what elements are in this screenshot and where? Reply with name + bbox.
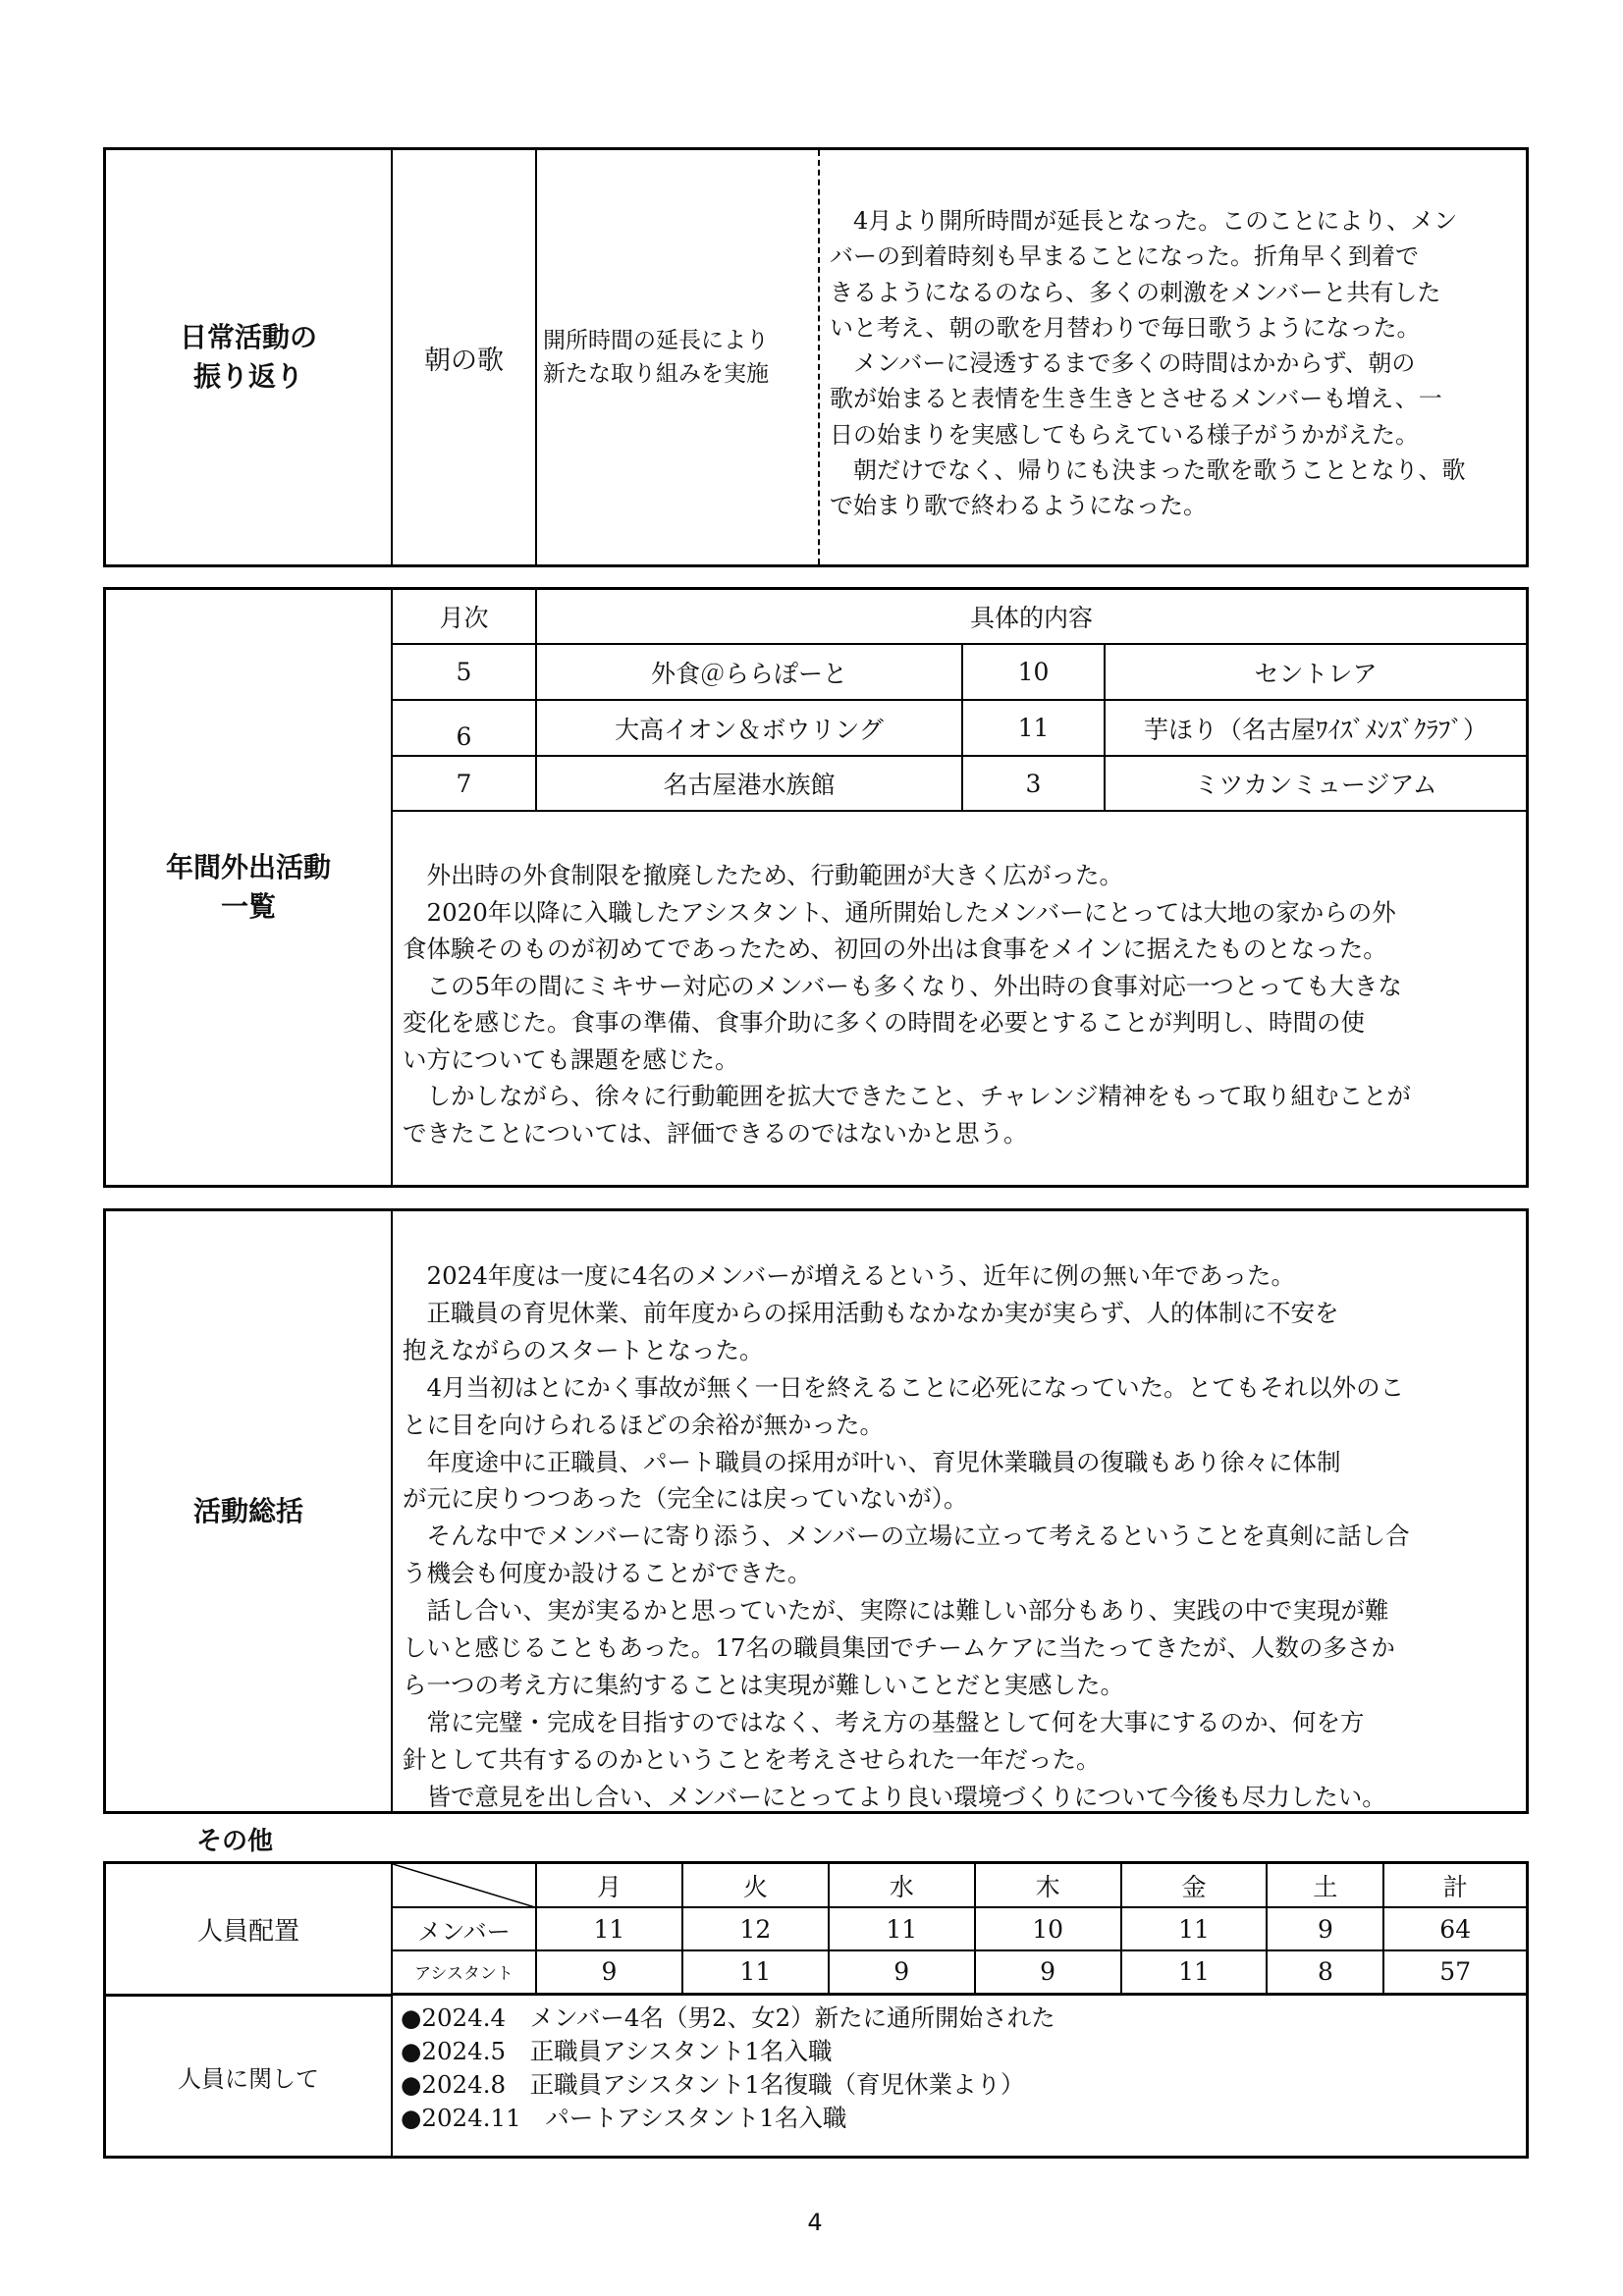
day-header: 計 xyxy=(1383,1864,1526,1907)
outings-row-month: 10 xyxy=(962,644,1105,700)
member-row-label: メンバー xyxy=(393,1907,536,1950)
outings-row-month: 7 xyxy=(393,756,536,811)
daily-body-cell xyxy=(820,203,1532,564)
daily-activity-cell xyxy=(393,150,537,564)
outings-row-month: 11 xyxy=(962,700,1105,756)
personnel-note: ●2024.8 正職員アシスタント1名復職（育児休業より） xyxy=(401,2070,1025,2099)
other-section xyxy=(103,1861,1529,2159)
outings-section xyxy=(103,587,1529,1188)
personnel-notes xyxy=(401,2002,1520,2153)
day-header: 土 xyxy=(1267,1864,1383,1907)
outings-row-month: 3 xyxy=(962,756,1105,811)
day-header: 火 xyxy=(682,1864,829,1907)
member-count: 10 xyxy=(975,1907,1121,1950)
member-count: 11 xyxy=(829,1907,975,1950)
daily-activity-section xyxy=(103,147,1529,567)
outings-row-content: セントレア xyxy=(1105,644,1526,700)
outings-row-content: 芋ほり（名古屋ﾜｲｽﾞﾒﾝｽﾞｸﾗﾌﾞ） xyxy=(1105,700,1526,756)
daily-activity-name: 朝の歌 xyxy=(424,345,504,376)
personnel-label: 人員に関して xyxy=(178,2064,319,2093)
assistant-count: 9 xyxy=(536,1950,682,1994)
outings-heading-cell xyxy=(106,590,393,1185)
staffing-label-cell xyxy=(106,1864,393,1997)
day-header: 金 xyxy=(1121,1864,1268,1907)
personnel-note: ●2024.11 パートアシスタント1名入職 xyxy=(401,2104,847,2132)
outings-row-content: 外食＠ららぽーと xyxy=(536,644,962,700)
outings-row-content: 大高イオン＆ボウリング xyxy=(536,700,962,756)
outings-col-content: 具体的内容 xyxy=(536,590,1526,644)
outings-row-content: 名古屋港水族館 xyxy=(536,756,962,811)
assistant-count: 11 xyxy=(1121,1950,1268,1994)
assistant-row-label: アシスタント xyxy=(393,1950,536,1994)
outings-body-cell xyxy=(395,857,1526,1181)
outings-table xyxy=(393,590,1526,812)
diagonal-header-cell xyxy=(393,1864,536,1907)
other-heading: その他 xyxy=(196,1827,274,1856)
personnel-note: ●2024.4 メンバー4名（男2、女2）新たに通所開始された xyxy=(401,2003,1055,2032)
outings-row-content: ミツカンミュージアム xyxy=(1105,756,1526,811)
assistant-count: 57 xyxy=(1383,1950,1526,1994)
assistant-count: 9 xyxy=(975,1950,1121,1994)
diagonal-line xyxy=(393,1864,535,1907)
staffing-label: 人員配置 xyxy=(196,1916,299,1947)
personnel-label-cell xyxy=(106,1997,393,2156)
outings-body-text: 外出時の外食制限を撤廃したため、行動範囲が大きく広がった。 2020年以降に入職したアシスタント、通所開始したメンバーにとっては大地の家からの外 食体験そのものが初めてであったため、初回の外出は食事をメインに据えたものとなった。 この5年の間にミキサー対応のメンバーも多くなり、外出時の食事対応一つとっても大きな 変化を感じた。食事の準備、食事介助に多くの時間を必要とすることが判明し、時間の使 い方についても課題を感じた。 しかしながら、徐々に行動範囲を拡大できたこと、チャレンジ精神をもって取り組むことが できたことについては、評価できるのではないかと思う。 xyxy=(403,861,1412,1148)
staffing-table xyxy=(393,1864,1526,1996)
daily-heading-cell xyxy=(106,150,393,564)
daily-body-text: 4月より開所時間が延長となった。このことにより、メン バーの到着時刻も早まることになった。折角早く到着で きるようになるのなら、多くの刺激をメンバーと共有した いと考え、朝の歌を月替わりで毎日歌うようになった。 メンバーに浸透するまで多くの時間はかからず、朝の 歌が始まると表情を生き生きとさせるメンバーも増え、一 日の始まりを実感してもらえている様子がうかがえた。 朝だけでなく、帰りにも決まった歌を歌うこととなり、歌 で始まり歌で終わるようになった。 xyxy=(830,207,1466,520)
summary-body-text: 2024年度は一度に4名のメンバーが増えるという、近年に例の無い年であった。 正職員の育児休業、前年度からの採用活動もなかなか実が実らず、人的体制に不安を 抱えながらのスタートとなった。 4月当初はとにかく事故が無く一日を終えることに必死になっていた。とてもそれ以外のこ とに目を向けられるほどの余裕が無かった。 年度途中に正職員、パート職員の採用が叶い、育児休業職員の復職もあり徐々に体制 が元に戻りつつあった（完全には戻っていないが）。 そんな中でメンバーに寄り添う、メンバーの立場に立って考えるということを真剣に話し合 う機会も何度か設けることができた。 話し合い、実が実るかと思っていたが、実際には難しい部分もあり、実践の中で実現が難 しいと感じることもあった。17名の職員集団でチームケアに当たってきたが、人数の多さか ら一つの考え方に集約することは実現が難しいことだと実感した。 常に完璧・完成を目指すのではなく、考え方の基盤として何を大事にするのか、何を方 針として共有するのかということを考えさせられた一年だった。 皆で意見を出し合い、メンバーにとってより良い環境づくりについて今後も尽力したい。 xyxy=(403,1261,1410,1811)
member-count: 12 xyxy=(682,1907,829,1950)
page-number: 4 xyxy=(807,2209,823,2236)
member-count: 11 xyxy=(536,1907,682,1950)
daily-summary-line2: 新たな取り組みを実施 xyxy=(543,361,769,387)
member-count: 9 xyxy=(1267,1907,1383,1950)
member-count: 64 xyxy=(1383,1907,1526,1950)
daily-summary-cell xyxy=(537,150,820,564)
daily-heading-line2: 振り返り xyxy=(192,360,303,393)
outings-row-month: 6 xyxy=(393,700,536,756)
summary-body-cell xyxy=(395,1257,1526,1811)
summary-section xyxy=(103,1208,1529,1814)
daily-summary-line1: 開所時間の延長により xyxy=(543,328,769,353)
outings-heading-line1: 年間外出活動 xyxy=(165,851,331,883)
personnel-note: ●2024.5 正職員アシスタント1名入職 xyxy=(401,2037,833,2065)
assistant-count: 8 xyxy=(1267,1950,1383,1994)
outings-col-month: 月次 xyxy=(393,590,536,644)
summary-heading-cell xyxy=(106,1211,393,1811)
summary-heading: 活動総括 xyxy=(192,1494,303,1527)
day-header: 木 xyxy=(975,1864,1121,1907)
day-header: 月 xyxy=(536,1864,682,1907)
day-header: 水 xyxy=(829,1864,975,1907)
assistant-count: 11 xyxy=(682,1950,829,1994)
assistant-count: 9 xyxy=(829,1950,975,1994)
outings-heading-line2: 一覧 xyxy=(220,890,276,923)
member-count: 11 xyxy=(1121,1907,1268,1950)
outings-row-month: 5 xyxy=(393,644,536,700)
daily-heading-line1: 日常活動の xyxy=(179,321,317,353)
